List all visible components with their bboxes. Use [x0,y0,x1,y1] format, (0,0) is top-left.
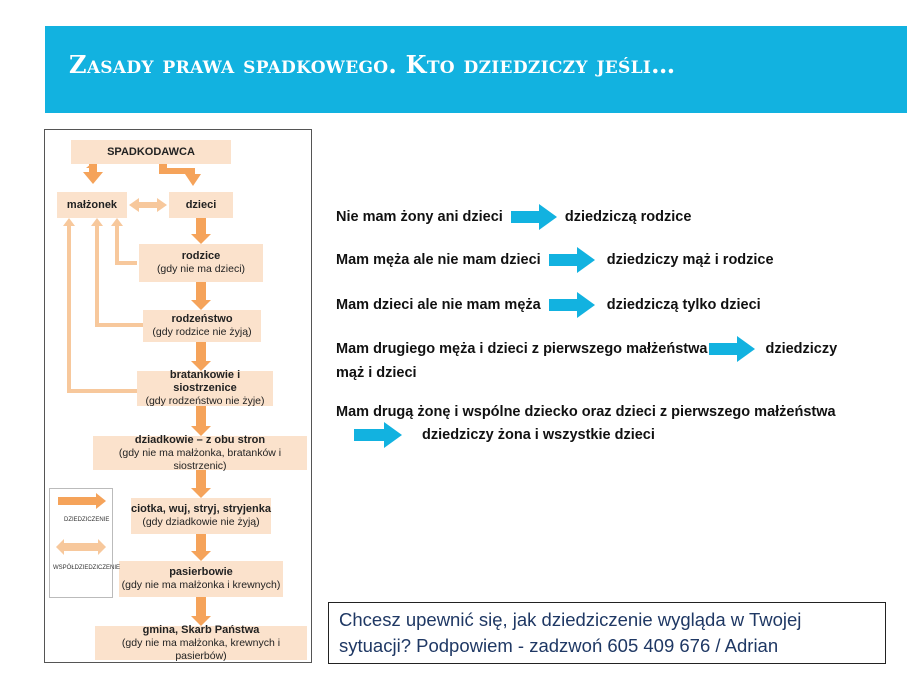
rule-5-result-row [336,422,836,448]
node-pasierbowie [119,561,283,597]
arrow-right-icon [549,247,595,273]
arrow-right-icon [549,292,595,318]
node-bratankowie-sub: (gdy rodzeństwo nie żyje) [145,395,265,407]
node-ciotka [131,498,271,534]
arrow-bratankowie-dziadkowie [191,406,211,436]
page-title: Zasady prawa spadkowego. Kto dziedziczy jeśli… [69,50,676,79]
contact-callout [328,602,886,664]
arrow-dzieci-rodzice [191,216,211,244]
rule-3-result: dziedziczą tylko dzieci [606,296,761,313]
node-dzieci-label: dzieci [185,198,217,211]
node-rodzice-main: rodzice [181,250,221,262]
legend-co-inheritance-label: WSPÓŁDZIEDZICZENIE [53,565,121,571]
rule-4-condition: Mam drugiego męża i dzieci z pierwszego małżeństwa [336,340,708,357]
arrow-rodzice-malzonek [111,218,137,265]
rule-2-result: dziedziczy mąż i rodzice [606,251,774,268]
arrow-malzonek-dzieci [129,198,167,212]
node-malzonek-label: małżonek [66,198,118,211]
legend-arrows [50,489,112,597]
rule-1 [336,204,691,230]
rule-5-condition: Mam drugą żonę i wspólne dziecko oraz dzieci z pierwszego małżeństwa [336,404,836,420]
cta-line-1: Chcesz upewnić się, jak dziedziczenie wygląda w Twojej [339,609,802,630]
node-pasierbowie-sub: (gdy nie ma małżonka i krewnych) [121,579,281,591]
rule-5-result: dziedziczy żona i wszystkie dzieci [422,426,655,443]
header-bar [45,26,907,113]
rule-4-result-line2: mąż i dzieci [336,365,417,381]
node-bratankowie [137,371,273,406]
legend-inheritance-label: DZIEDZICZENIE [64,517,110,523]
node-gmina-main: gmina, Skarb Państwa [142,623,260,636]
legend-co-inheritance-arrow [56,539,106,555]
node-pasierbowie-main: pasierbowie [169,566,233,578]
cta-line-2: sytuacji? Podpowiem - zadzwoń 605 409 676 / Adrian [339,635,779,656]
node-ciotka-sub: (gdy dziadkowie nie żyją) [142,516,260,528]
rule-3-condition: Mam dzieci ale nie mam męża [336,296,541,313]
inheritance-diagram [44,129,312,663]
rule-3 [336,292,761,318]
rule-4-result-line1: dziedziczy [765,340,838,357]
rule-5 [336,404,836,448]
arrow-spadkodawca-dzieci [159,164,201,186]
arrow-right-icon [709,336,755,362]
rule-4 [336,336,896,384]
rule-1-result: dziedziczą rodzice [564,208,692,225]
node-rodzice [139,244,263,282]
arrow-rodzice-rodzenstwo [191,282,211,310]
node-rodzenstwo-main: rodzeństwo [171,313,233,325]
node-rodzenstwo [143,310,261,342]
arrow-spadkodawca-malzonek [83,164,103,184]
node-dzieci [169,192,233,218]
arrow-ciotka-pasierbowie [191,533,211,561]
node-dziadkowie-sub: (gdy nie ma małżonka, bratanków i siostrzenic) [118,446,282,472]
legend-inheritance-arrow [58,493,106,509]
arrow-pasierbowie-gmina [191,596,211,626]
node-rodzenstwo-sub: (gdy rodzice nie żyją) [152,326,252,338]
rule-2-condition: Mam męża ale nie mam dzieci [336,251,541,268]
node-rodzice-sub: (gdy nie ma dzieci) [156,263,246,275]
rule-2 [336,247,774,273]
arrow-right-icon [354,422,402,448]
diagram-legend [49,488,121,598]
node-spadkodawca-label: SPADKODAWCA [107,145,195,158]
arrow-dziadkowie-ciotka [191,468,211,498]
node-malzonek [57,192,127,218]
node-ciotka-main: ciotka, wuj, stryj, stryjenka [131,503,272,515]
node-dziadkowie [93,433,307,472]
arrow-rodzenstwo-bratankowie [191,341,211,371]
node-gmina-sub: (gdy nie ma małżonka, krewnych i pasierbów) [121,636,281,662]
node-bratankowie-main: bratankowie i siostrzenice [169,369,241,394]
rule-1-condition: Nie mam żony ani dzieci [336,208,503,225]
arrow-right-icon [511,204,557,230]
arrow-bratankowie-malzonek [63,218,137,393]
node-dziadkowie-main: dziadkowie – z obu stron [134,433,266,446]
node-gmina [95,623,307,662]
node-spadkodawca [71,140,231,164]
